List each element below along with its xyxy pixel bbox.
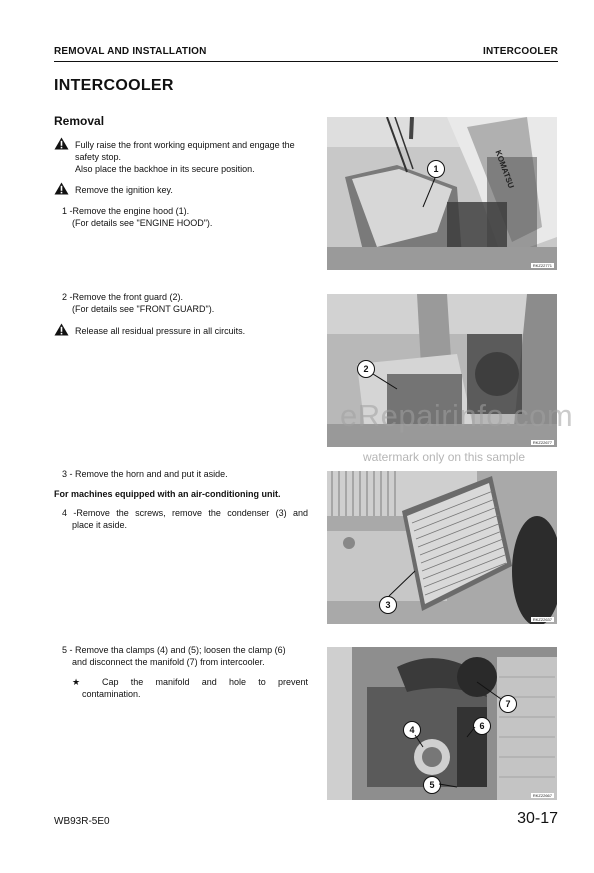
photo-id-label: RKZ22677 — [532, 440, 552, 445]
step-5-text-cont: and disconnect the manifold (7) from intercooler. — [72, 657, 265, 667]
warning-triangle-icon — [54, 182, 69, 195]
page-number: 30-17 — [517, 810, 558, 827]
callout-2: 2 — [357, 360, 375, 378]
photo-condenser — [327, 471, 557, 624]
photo-id-label: RKZ22771 — [532, 263, 552, 268]
step-2-text: 2 -Remove the front guard (2). — [62, 292, 184, 302]
step-1-text: 1 -Remove the engine hood (1). — [62, 206, 190, 216]
step-4-text: 4 -Remove the screws, remove the condenser (3) and — [62, 508, 308, 518]
footer-model-code: WB93R-5E0 — [54, 816, 110, 827]
callout-leaders — [327, 647, 557, 800]
section-title: Removal — [54, 114, 105, 128]
step-5-text: 5 - Remove tha clamps (4) and (5); loosen the clamp (6) — [62, 645, 286, 655]
photo-id-label: RKZ22667 — [532, 793, 552, 798]
running-header-section: REMOVAL AND INSTALLATION — [54, 46, 207, 57]
header-rule — [54, 61, 558, 62]
page-title: INTERCOOLER — [54, 77, 174, 94]
running-header-chapter: INTERCOOLER — [483, 46, 558, 57]
photo-id-label: RKZ22637 — [532, 617, 552, 622]
warning-text-2: Remove the ignition key. — [75, 185, 173, 195]
callout-3: 3 — [379, 596, 397, 614]
watermark-sub: watermark only on this sample — [363, 450, 526, 464]
step-5-note-cont: contamination. — [82, 689, 141, 699]
callout-leader — [327, 117, 557, 270]
callout-1: 1 — [427, 160, 445, 178]
photo-brand-label: KOMATSU — [493, 149, 516, 190]
warning-text-1a: Fully raise the front working equipment and engage the — [75, 140, 295, 150]
callout-leader — [327, 471, 557, 624]
photo-engine-hood — [327, 117, 557, 270]
step-4-text-cont: place it aside. — [72, 520, 128, 530]
warning-text-3: Release all residual pressure in all circuits. — [75, 326, 246, 336]
air-conditioning-note: For machines equipped with an air-conditioning unit. — [54, 489, 281, 499]
step-2-reference: (For details see "FRONT GUARD"). — [72, 304, 215, 314]
warning-triangle-icon — [54, 323, 69, 336]
warning-text-1b: safety stop. — [75, 152, 122, 162]
callout-6: 6 — [473, 717, 491, 735]
step-1-reference: (For details see "ENGINE HOOD"). — [72, 218, 213, 228]
warning-text-1c: Also place the backhoe in its secure position. — [75, 164, 255, 174]
watermark-main: eRepairinfo.com — [340, 398, 574, 433]
warning-triangle-icon — [54, 137, 69, 150]
step-3-text: 3 - Remove the horn and and put it aside. — [62, 469, 228, 479]
photo-intercooler-manifold — [327, 647, 557, 800]
callout-4: 4 — [403, 721, 421, 739]
callout-7: 7 — [499, 695, 517, 713]
step-5-note: ★ Cap the manifold and hole to prevent — [72, 677, 308, 687]
callout-5: 5 — [423, 776, 441, 794]
